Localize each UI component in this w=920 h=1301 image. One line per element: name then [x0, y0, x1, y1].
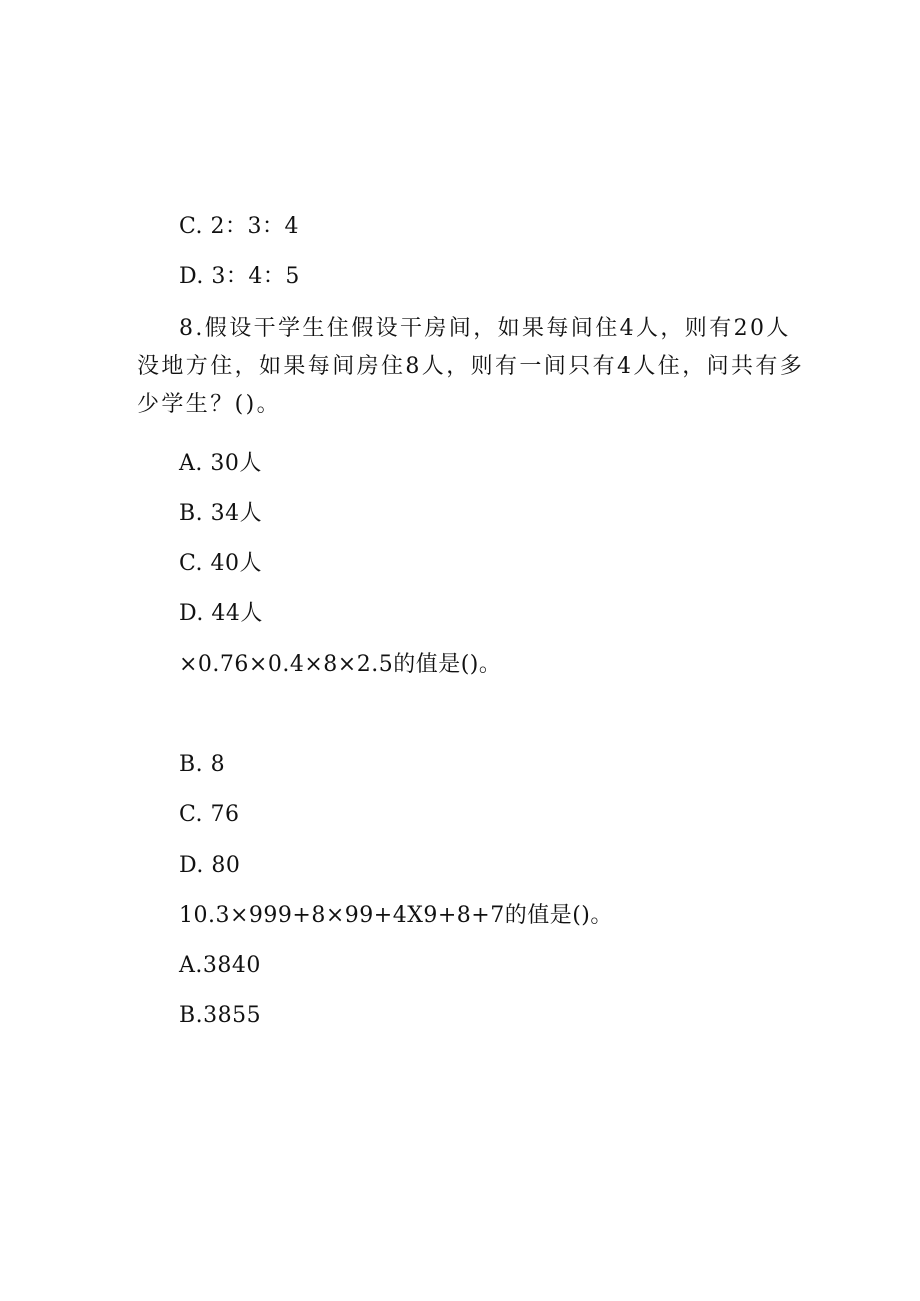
q10-option-b: B.3855: [179, 1003, 262, 1028]
q7-option-c: C. 2：3：4: [179, 214, 300, 239]
q8-option-d: D. 44人: [179, 601, 263, 626]
q7-option-d: D. 3：4：5: [179, 264, 300, 289]
q9-option-c: C. 76: [179, 802, 240, 827]
q9-option-d: D. 80: [179, 853, 241, 878]
q10-stem: 10.3×999+8×99+4X9+8+7的值是()。: [179, 903, 613, 928]
q8-option-c: C. 40人: [179, 551, 263, 576]
q8-option-b: B. 34人: [179, 501, 263, 526]
q9-stem: ×0.76×0.4×8×2.5的值是()。: [179, 652, 502, 677]
q8-option-a: A. 30人: [179, 451, 262, 476]
q9-option-b: B. 8: [179, 752, 226, 777]
q8-stem: 8.假设干学生住假设干房间，如果每间住4人，则有20人没地方住，如果每间房住8人，则有一间只有4人住，问共有多少学生？()。: [137, 316, 805, 417]
q10-option-a: A.3840: [179, 953, 261, 978]
